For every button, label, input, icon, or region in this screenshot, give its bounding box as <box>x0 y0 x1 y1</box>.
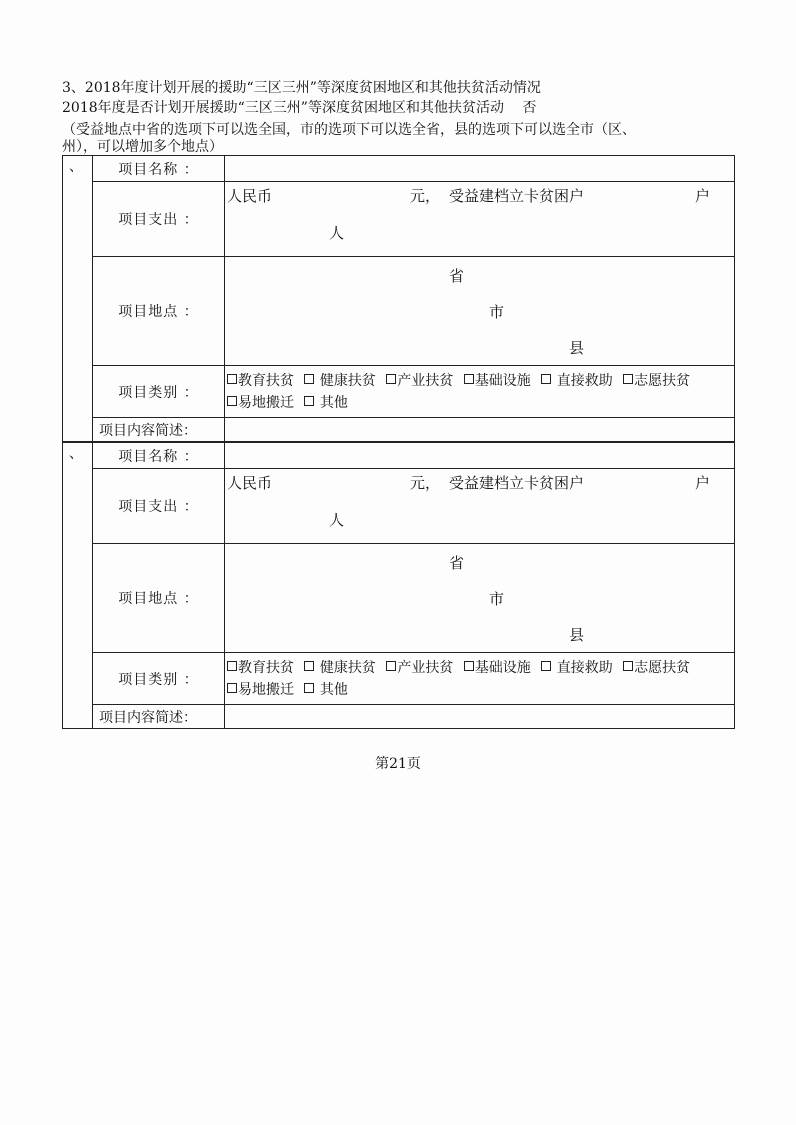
category-option[interactable]: 易地搬迁 <box>227 682 294 698</box>
province-unit: 省 <box>449 267 465 285</box>
project-block-1 <box>62 155 735 442</box>
expense-currency: 人民币 <box>227 187 273 205</box>
checkbox-icon <box>386 661 396 671</box>
project-description-label: 项目内容简述： <box>93 705 225 729</box>
project-category-field <box>225 366 735 418</box>
project-name-label: 项目名称 ： <box>93 443 225 469</box>
category-option[interactable]: 直接救助 <box>541 660 612 676</box>
expense-yuan: 元， <box>410 187 441 205</box>
category-option[interactable]: 教育扶贫 <box>227 660 294 676</box>
expense-currency: 人民币 <box>227 474 273 492</box>
expense-beneficiary: 受益建档立卡贫困户 <box>449 187 585 205</box>
checkbox-icon <box>541 661 551 671</box>
checkbox-icon <box>227 683 237 693</box>
project-expense-label: 项目支出 ： <box>93 469 225 544</box>
project-location-field[interactable] <box>225 544 735 653</box>
project-location-label: 项目地点 ： <box>93 257 225 366</box>
project-expense-field[interactable] <box>225 469 735 544</box>
checkbox-icon <box>227 374 237 384</box>
checkbox-icon <box>304 396 314 406</box>
category-option[interactable]: 教育扶贫 <box>227 373 294 389</box>
city-unit: 市 <box>489 590 505 608</box>
checkbox-icon <box>304 683 314 693</box>
project-name-label: 项目名称 ： <box>93 156 225 182</box>
expense-households-unit: 户 <box>695 187 711 205</box>
category-option[interactable]: 基础设施 <box>464 373 531 389</box>
checkbox-icon <box>227 661 237 671</box>
expense-beneficiary: 受益建档立卡贫困户 <box>449 474 585 492</box>
checkbox-icon <box>541 374 551 384</box>
category-option[interactable]: 产业扶贫 <box>386 660 453 676</box>
project-block-2 <box>62 442 735 729</box>
checkbox-icon <box>386 374 396 384</box>
category-option[interactable]: 易地搬迁 <box>227 395 294 411</box>
project-name-field[interactable] <box>225 443 735 469</box>
checkbox-icon <box>464 374 474 384</box>
plan-answer: 否 <box>522 100 537 116</box>
category-option[interactable]: 产业扶贫 <box>386 373 453 389</box>
project-description-label: 项目内容简述： <box>93 418 225 442</box>
category-option[interactable]: 其他 <box>304 395 347 411</box>
block-index-mark: 、 <box>63 443 93 729</box>
plan-question-text: 2018年度是否计划开展援助“三区三州”等深度贫困地区和其他扶贫活动 <box>62 100 504 116</box>
project-location-field[interactable] <box>225 257 735 366</box>
expense-persons-unit: 人 <box>329 511 345 529</box>
county-unit: 县 <box>569 626 585 644</box>
page-number: 第21页 <box>375 756 421 772</box>
section-title: 3、2018年度计划开展的援助“三区三州”等深度贫困地区和其他扶贫活动情况 <box>62 80 541 96</box>
checkbox-icon <box>623 661 633 671</box>
project-category-field <box>225 653 735 705</box>
category-option[interactable]: 基础设施 <box>464 660 531 676</box>
expense-households-unit: 户 <box>695 474 711 492</box>
block-index-mark: 、 <box>63 156 93 442</box>
category-option[interactable]: 健康扶贫 <box>304 660 375 676</box>
note-line-1: （受益地点中省的选项下可以选全国，市的选项下可以选全省，县的选项下可以选全市（区、 <box>62 122 636 138</box>
project-description-field[interactable] <box>225 705 735 729</box>
category-option[interactable]: 其他 <box>304 682 347 698</box>
project-expense-field[interactable] <box>225 182 735 257</box>
checkbox-icon <box>623 374 633 384</box>
project-category-label: 项目类别 ： <box>93 366 225 418</box>
category-option[interactable]: 健康扶贫 <box>304 373 375 389</box>
category-option[interactable]: 志愿扶贫 <box>623 373 690 389</box>
project-category-label: 项目类别 ： <box>93 653 225 705</box>
category-option[interactable]: 直接救助 <box>541 373 612 389</box>
province-unit: 省 <box>449 554 465 572</box>
category-option[interactable]: 志愿扶贫 <box>623 660 690 676</box>
county-unit: 县 <box>569 339 585 357</box>
project-expense-label: 项目支出 ： <box>93 182 225 257</box>
project-name-field[interactable] <box>225 156 735 182</box>
checkbox-icon <box>464 661 474 671</box>
checkbox-icon <box>304 374 314 384</box>
project-description-field[interactable] <box>225 418 735 442</box>
expense-yuan: 元， <box>410 474 441 492</box>
checkbox-icon <box>304 661 314 671</box>
project-location-label: 项目地点 ： <box>93 544 225 653</box>
city-unit: 市 <box>489 303 505 321</box>
checkbox-icon <box>227 396 237 406</box>
note-line-2: 州），可以增加多个地点） <box>62 139 223 155</box>
plan-question <box>62 99 536 117</box>
expense-persons-unit: 人 <box>329 224 345 242</box>
